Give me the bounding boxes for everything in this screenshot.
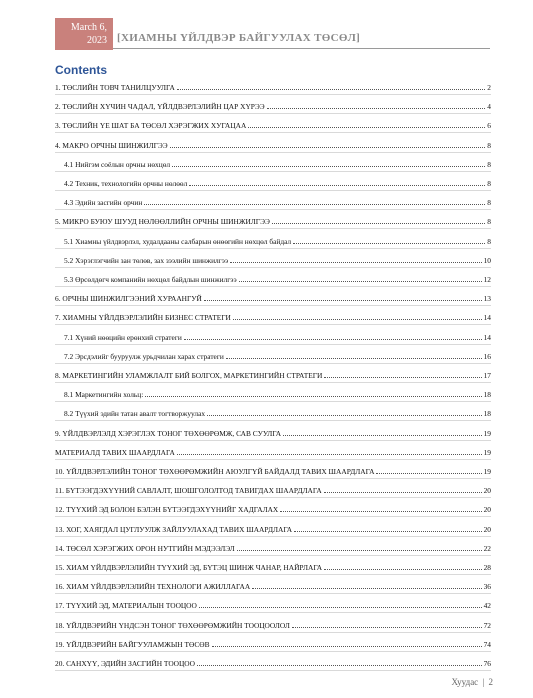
toc-entry[interactable] (55, 501, 491, 514)
toc-subentry[interactable] (55, 348, 491, 361)
toc-subentry[interactable] (55, 329, 491, 342)
toc-entry[interactable] (55, 367, 491, 380)
toc-entry[interactable] (55, 463, 491, 476)
toc-entry-page-number: 42 (483, 601, 491, 611)
toc-entry-label: 4.2 Техник, технологийн орчны нөлөөл (64, 179, 188, 188)
toc-dot-leader (172, 165, 485, 167)
toc-entry-page-number: 8 (487, 179, 491, 188)
header-date-line1: March 6, (70, 22, 107, 33)
toc-entry[interactable] (55, 290, 491, 303)
toc-entry-label: 10. ҮЙЛДВЭРЛЭЛИЙН ТОНОГ ТӨХӨӨРӨМЖИЙН АЮУЛГҮЙ БАЙДАЛД ТАВИХ ШААРДЛАГА (55, 467, 375, 476)
toc-subentry[interactable] (55, 233, 491, 246)
toc-entry-page-number: 19 (483, 428, 491, 438)
toc-subentry[interactable] (55, 252, 491, 265)
toc-entry-label: 8. МАРКЕТИНГИЙН УЛАМЖЛАЛТ БИЙ БОЛГОХ, МАРКЕТИНГИЙН СТРАТЕГИ (55, 371, 323, 380)
toc-entry-page-number: 19 (483, 467, 491, 476)
toc-dot-leader (189, 184, 485, 186)
toc-row-divider (55, 248, 491, 249)
toc-subentry[interactable] (55, 271, 491, 284)
toc-row-divider (55, 267, 491, 268)
toc-entry-label: 7.2 Эрсдэлийг бууруулж урьдчилан харах стратеги (64, 351, 224, 361)
toc-entry-label: 1. ТӨСЛИЙН ТОВЧ ТАНИЛЦУУЛГА (55, 83, 175, 92)
toc-entry-page-number: 76 (483, 659, 491, 668)
toc-dot-leader (177, 453, 482, 455)
toc-row-divider (55, 209, 491, 210)
toc-row-divider (55, 382, 491, 383)
toc-entry-page-number: 12 (483, 275, 491, 284)
toc-subentry[interactable] (55, 156, 491, 169)
toc-entry-page-number: 22 (483, 543, 491, 553)
toc-entry-label: 13. ХОГ, ХАЯГДАЛ ЦУГЛУУЛЖ ЗАЙЛУУЛАХАД ТАВИХ ШААРДЛАГА (55, 524, 293, 534)
toc-entry-page-number: 19 (483, 447, 491, 457)
toc-dot-leader (267, 107, 486, 109)
toc-subentry[interactable] (55, 405, 491, 418)
toc-row-divider (55, 286, 491, 287)
toc-entry-label: 5.2 Хэрэглэгчийн зан төлөв, зах зээлийн шинжилгээ (64, 255, 229, 265)
toc-entry-page-number: 14 (483, 332, 491, 342)
toc-dot-leader (177, 88, 486, 90)
header-divider (113, 48, 490, 49)
toc-entry-label: 4.1 Нийгэм соёлын орчны нөхцөл (64, 159, 171, 169)
toc-entry[interactable] (55, 482, 491, 495)
toc-entry[interactable] (55, 98, 491, 111)
toc-entry[interactable] (55, 617, 491, 630)
toc-entry-label: 18. ҮЙЛДВЭРИЙН ҮНДСЭН ТОНОГ ТӨХӨӨРӨМЖИЙН ТООЦООЛОЛ (55, 620, 290, 630)
toc-entry-page-number: 72 (483, 620, 491, 630)
toc-entry-page-number: 8 (487, 198, 491, 208)
toc-entry-page-number: 18 (483, 390, 491, 400)
toc-entry-label: 19. ҮЙЛДВЭРИЙН БАЙГУУЛАМЖЫН ТӨСӨВ (55, 639, 210, 649)
toc-entry-page-number: 28 (483, 563, 491, 572)
toc-row-divider (55, 516, 491, 517)
toc-row-divider (55, 324, 491, 325)
toc-entry-label: 9. ҮЙЛДВЭРЛЭЛД ХЭРЭГЛЭХ ТОНОГ ТӨХӨӨРӨМЖ, САВ СУУЛГА (55, 428, 282, 438)
toc-dot-leader (233, 318, 482, 320)
toc-entry-page-number: 4 (487, 102, 491, 112)
toc-entry[interactable] (55, 137, 491, 150)
toc-entry-page-number: 2 (487, 83, 491, 92)
toc-entry-label: 7. ХИАМНЫ ҮЙЛДВЭРЛЭЛИЙН БИЗНЕС СТРАТЕГИ (55, 313, 231, 323)
toc-entry-page-number: 18 (483, 409, 491, 419)
header-date-line2: 2023 (87, 35, 107, 46)
toc-entry-label: 5.3 Өрсөлдөгч компанийн нөхцөл байдлын шинжилгээ (64, 275, 237, 284)
footer-page-label: Хуудас (451, 677, 479, 687)
toc-entry-page-number: 20 (483, 524, 491, 534)
contents-heading: Contents (55, 63, 107, 77)
toc-row-divider (55, 536, 491, 537)
toc-entry-page-number: 20 (483, 486, 491, 496)
toc-entry-page-number: 8 (487, 236, 491, 246)
toc-entry[interactable] (55, 597, 491, 610)
toc-entry-label: 14. ТӨСӨЛ ХЭРЭГЖИХ ОРОН НУТГИЙН МЭДЭЭЛЭЛ (55, 543, 235, 553)
toc-row-divider (55, 344, 491, 345)
toc-entry-label: 15. ХИАМ ҮЙЛДВЭРЛЭЛИЙН ТҮҮХИЙ ЭД, БҮТЭЦ ШИНЖ ЧАНАР, НАЙРЛАГА (55, 563, 323, 572)
toc-entry-page-number: 17 (483, 371, 491, 380)
toc-dot-leader (294, 530, 481, 532)
toc-dot-leader (145, 395, 481, 397)
toc-entry-page-number: 13 (483, 294, 491, 304)
toc-entry-page-number: 8 (487, 159, 491, 169)
toc-row-divider (55, 113, 491, 114)
toc-dot-leader (144, 203, 485, 205)
toc-dot-leader (184, 338, 482, 340)
toc-entry-label: 8.1 Маркетингийн хольц: (64, 390, 144, 400)
toc-entry-page-number: 8 (487, 140, 491, 150)
toc-entry[interactable] (55, 578, 491, 591)
toc-row-divider (55, 363, 491, 364)
toc-row-divider (55, 94, 491, 95)
toc-entry-label: 8.2 Түүхий эдийн татан авалт тогтворжуулах (64, 409, 206, 419)
toc-dot-leader (204, 299, 482, 301)
toc-row-divider (55, 132, 491, 133)
toc-entry[interactable] (55, 655, 491, 668)
toc-row-divider (55, 152, 491, 153)
toc-dot-leader (207, 414, 482, 416)
toc-entry-label: 12. ТҮҮХИЙ ЭД БОЛОН БЭЛЭН БҮТЭЭГДЭХҮҮНИЙГ ХАДГАЛАХ (55, 505, 279, 515)
toc-entry-page-number: 20 (483, 505, 491, 515)
header-date-box (55, 18, 113, 50)
document-title: [ХИАМНЫ ҮЙЛДВЭР БАЙГУУЛАХ ТӨСӨЛ] (117, 32, 361, 44)
toc-entry-label: 11. БҮТЭЭГДЭХҮҮНИЙ САВЛАЛТ, ШОШГОЛОЛТОД ТАВИГДАХ ШААРДЛАГА (55, 486, 322, 496)
toc-row-divider (55, 171, 491, 172)
toc-entry[interactable] (55, 540, 491, 553)
toc-dot-leader (283, 434, 482, 436)
toc-entry[interactable] (55, 79, 491, 92)
toc-entry[interactable] (55, 559, 491, 572)
toc-subentry[interactable] (55, 194, 491, 207)
toc-entry-label: 20. САНХҮҮ, ЭДИЙН ЗАСГИЙН ТООЦОО (55, 659, 195, 668)
toc-entry[interactable] (55, 213, 491, 226)
toc-dot-leader (248, 126, 485, 128)
toc-entry-page-number: 14 (483, 313, 491, 323)
toc-dot-leader (197, 664, 482, 666)
toc-row-divider (55, 401, 491, 402)
toc-entry-page-number: 36 (483, 582, 491, 592)
footer-separator: | (482, 677, 485, 687)
toc-entry[interactable] (55, 117, 491, 130)
toc-entry-label: 16. ХИАМ ҮЙЛДВЭРЛЭЛИЙН ТЕХНОЛОГИ АЖИЛЛАГАА (55, 582, 251, 592)
toc-entry-page-number: 74 (483, 639, 491, 649)
toc-row-divider (55, 190, 491, 191)
toc-dot-leader (324, 376, 481, 378)
footer-page-number: 2 (488, 677, 493, 687)
toc-entry-label: 4. МАКРО ОРЧНЫ ШИНЖИЛГЭЭ (55, 140, 168, 150)
toc-subentry[interactable] (55, 386, 491, 399)
toc-entry-label: 6. ОРЧНЫ ШИНЖИЛГЭЭНИЙ ХУРААНГУЙ (55, 294, 202, 304)
toc-dot-leader (324, 491, 482, 493)
toc-dot-leader (293, 242, 485, 244)
toc-entry-label: 7.1 Хүний нөөцийн ерөнхий стратеги (64, 332, 182, 342)
toc-dot-leader (280, 510, 481, 512)
toc-row-divider (55, 555, 491, 556)
toc-entry-page-number: 16 (483, 351, 491, 361)
toc-dot-leader (199, 606, 482, 608)
toc-entry-label: 5.1 Хиамны үйлдвэрлэл, худалдааны салбарын өнөөгийн нөхцөл байдал (64, 236, 292, 246)
toc-entry[interactable] (55, 636, 491, 649)
toc-row-divider (55, 632, 491, 633)
toc-entry[interactable] (55, 309, 491, 322)
toc-row-divider (55, 459, 491, 460)
toc-entry-label: 17. ТҮҮХИЙ ЭД, МАТЕРИАЛЫН ТООЦОО (55, 601, 197, 611)
toc-dot-leader (376, 472, 481, 474)
toc-row-divider (55, 670, 491, 671)
toc-entry[interactable] (55, 521, 491, 534)
toc-entry-page-number: 10 (483, 255, 491, 265)
toc-row-divider (55, 497, 491, 498)
toc-subentry[interactable] (55, 175, 491, 188)
toc-entry-label: 3. ТӨСЛИЙН ҮЕ ШАТ БА ТӨСӨЛ ХЭРЭГЖИХ ХУГАЦАА (55, 121, 247, 131)
toc-dot-leader (237, 549, 482, 551)
toc-row-divider (55, 440, 491, 441)
toc-row-divider (55, 593, 491, 594)
toc-dot-leader (226, 357, 482, 359)
toc-row-divider (55, 651, 491, 652)
toc-dot-leader (272, 222, 485, 224)
toc-row-divider (55, 478, 491, 479)
toc-dot-leader (212, 645, 482, 647)
toc-dot-leader (170, 146, 486, 148)
toc-dot-leader (239, 280, 482, 282)
toc-row-divider (55, 305, 491, 306)
toc-entry-label: 5. МИКРО БУЮУ ШУУД НӨЛӨӨЛЛИЙН ОРЧНЫ ШИНЖИЛГЭЭ (55, 217, 270, 227)
toc-entry-page-number: 6 (487, 121, 491, 131)
toc-entry[interactable] (55, 444, 491, 457)
toc-dot-leader (230, 261, 481, 263)
toc-row-divider (55, 420, 491, 421)
toc-entry-page-number: 8 (487, 217, 491, 227)
toc-entry-label: МАТЕРИАЛД ТАВИХ ШААРДЛАГА (55, 447, 175, 457)
toc-entry[interactable] (55, 425, 491, 438)
toc-row-divider (55, 228, 491, 229)
toc-row-divider (55, 612, 491, 613)
toc-dot-leader (292, 626, 482, 628)
page-footer (451, 677, 493, 687)
toc-entry-label: 2. ТӨСЛИЙН ХҮЧИН ЧАДАЛ, ҮЙЛДВЭРЛЭЛИЙН ЦАР ХҮРЭЭ (55, 102, 265, 112)
toc-entry-label: 4.3 Эдийн засгийн орчин (64, 198, 143, 208)
toc-row-divider (55, 574, 491, 575)
toc-dot-leader (252, 587, 481, 589)
toc-dot-leader (324, 568, 481, 570)
